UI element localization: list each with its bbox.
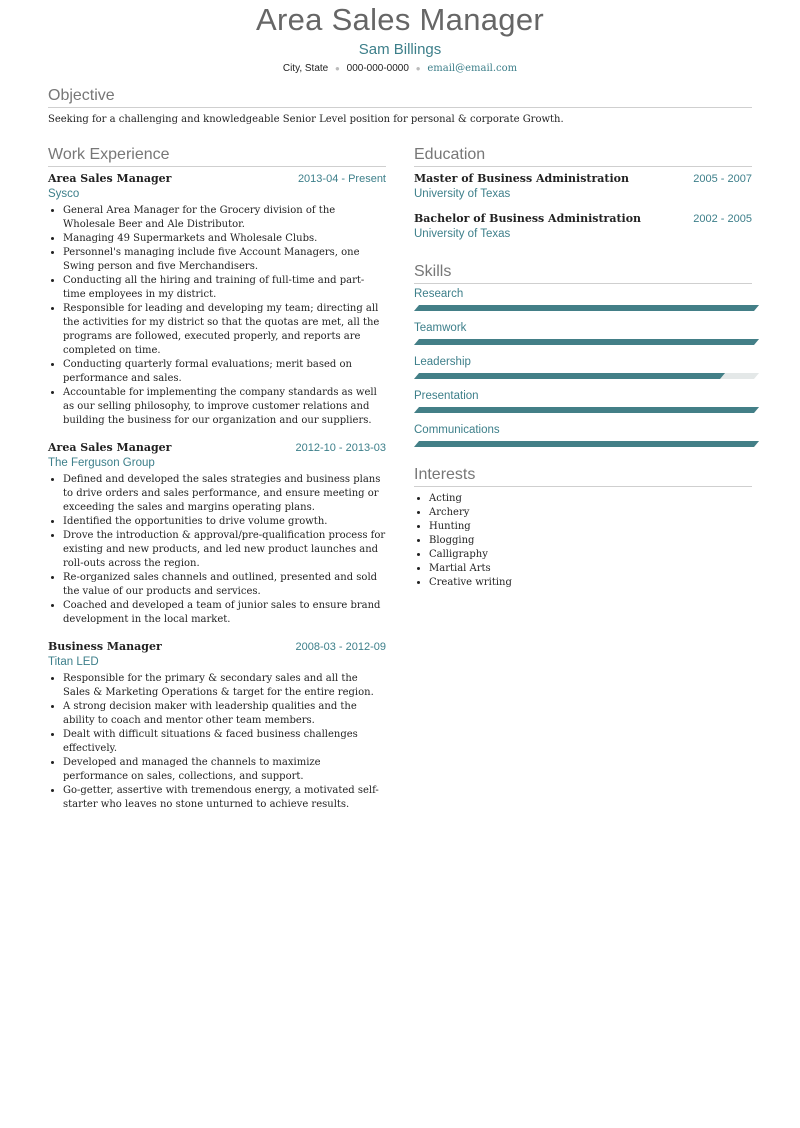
job-header [48,441,386,454]
education-degree: Master of Business Administration [414,172,629,185]
education-school: University of Texas [414,228,511,240]
job-bullet: • Managing 49 Supermarkets and Wholesale Clubs. [63,232,386,246]
skill-level-fill [414,407,759,413]
job-bullet: • Personnel's managing include five Account Managers, one Swing person and five Merchandisers. [63,246,386,274]
education-header [414,212,752,225]
skills-list [414,287,752,447]
separator-dot-icon: ● [415,64,421,73]
education-school: University of Texas [414,188,511,200]
education-list [414,172,752,240]
skill-level-bar [414,339,759,345]
job-bullet: • Accountable for implementing the company standards as well as our selling philosophy, to improve customer relations and building the business for our organization and our suppliers. [63,386,386,428]
job-bullet: • A strong decision maker with leadership qualities and the ability to coach and mentor other team members. [63,700,386,728]
job-bullet: • Go-getter, assertive with tremendous energy, a motivated self-starter who leaves no stone unturned to achieve results. [63,784,386,812]
job-dates: 2013-04 - Present [297,173,386,185]
resume-title: Area Sales Manager [255,2,544,37]
interest-item: • Calligraphy [429,548,752,562]
contact-line [0,62,800,76]
job-company: Sysco [48,188,80,200]
education-section [414,145,752,240]
education-entry [414,172,752,200]
job-entry [48,640,386,812]
right-column [414,145,752,590]
job-title: Area Sales Manager [48,441,172,454]
job-bullet: • Identified the opportunities to drive volume growth. [63,515,386,529]
job-bullet: • Dealt with difficult situations & faced business challenges effectively. [63,728,386,756]
objective-heading: Objective [48,86,752,108]
job-dates: 2012-10 - 2013-03 [295,442,386,454]
job-bullet-list [48,672,386,812]
separator-dot-icon: ● [335,64,340,73]
job-company: The Ferguson Group [48,457,155,469]
job-bullet: • Responsible for the primary & secondary sales and all the Sales & Marketing Operations & target for the entire region. [63,672,386,700]
skill-item [414,287,752,311]
education-heading: Education [414,145,752,167]
interest-item: • Martial Arts [429,562,752,576]
job-bullet: • Responsible for leading and developing my team; directing all the activities for my district so that the quotas are met, all the programs are followed, executed properly, and reports are completed on time. [63,302,386,358]
skill-level-bar [414,305,759,311]
skill-item [414,321,752,345]
job-header [48,172,386,185]
interests-list [414,492,752,590]
job-entry [48,172,386,428]
skill-name: Research [414,288,464,300]
resume-header [0,0,800,76]
job-company: Titan LED [48,656,99,668]
job-bullet: • Conducting quarterly formal evaluations; merit based on performance and sales. [63,358,386,386]
interests-heading: Interests [414,465,752,487]
education-dates: 2002 - 2005 [693,213,752,225]
interests-section [414,465,752,590]
job-bullet: • General Area Manager for the Grocery division of the Wholesale Beer and Ale Distributor. [63,204,386,232]
candidate-name: Sam Billings [358,41,442,58]
job-bullet-list [48,473,386,627]
job-title: Area Sales Manager [48,172,172,185]
education-entry [414,212,752,240]
skill-name: Communications [414,424,500,436]
interest-item: • Archery [429,506,752,520]
job-header [48,640,386,653]
skills-heading: Skills [414,262,752,284]
work-experience-heading: Work Experience [48,145,386,167]
job-dates: 2008-03 - 2012-09 [295,641,386,653]
skill-name: Presentation [414,390,479,402]
education-degree: Bachelor of Business Administration [414,212,642,225]
job-bullet: • Coached and developed a team of junior sales to ensure brand development in the local market. [63,599,386,627]
job-entry [48,441,386,627]
skill-item [414,389,752,413]
job-bullet-list [48,204,386,428]
job-bullet: • Developed and managed the channels to maximize performance on sales, collections, and support. [63,756,386,784]
skill-level-fill [414,305,759,311]
skill-level-bar [414,373,759,379]
objective-text: Seeking for a challenging and knowledgeable Senior Level position for personal & corporate Growth. [48,114,564,125]
contact-phone: 000-000-0000 [346,63,409,74]
job-bullet: • Conducting all the hiring and training of full-time and part-time employees in my district. [63,274,386,302]
skill-name: Teamwork [414,322,467,334]
skill-level-fill [414,373,725,379]
skill-item [414,355,752,379]
skills-section [414,262,752,447]
skill-level-bar [414,441,759,447]
contact-location: City, State [282,63,329,74]
skill-level-bar [414,407,759,413]
job-bullet: • Re-organized sales channels and outlined, presented and sold the value of our products and services. [63,571,386,599]
job-title: Business Manager [48,640,162,653]
objective-section [48,86,752,127]
interest-item: • Acting [429,492,752,506]
contact-email[interactable]: email@email.com [427,63,518,74]
education-dates: 2005 - 2007 [693,173,752,185]
skill-item [414,423,752,447]
education-header [414,172,752,185]
job-bullet: • Drove the introduction & approval/pre-qualification process for existing and new products, and led new product launches and roll-outs across the region. [63,529,386,571]
interest-item: • Blogging [429,534,752,548]
interest-item: • Creative writing [429,576,752,590]
skill-name: Leadership [414,356,471,368]
job-list [48,172,386,812]
skill-level-fill [414,441,759,447]
skill-level-fill [414,339,759,345]
work-experience-section [48,145,386,825]
job-bullet: • Defined and developed the sales strategies and business plans to drive orders and sales performance, and ensure meeting or exceeding the sales and margins operating plans. [63,473,386,515]
interest-item: • Hunting [429,520,752,534]
